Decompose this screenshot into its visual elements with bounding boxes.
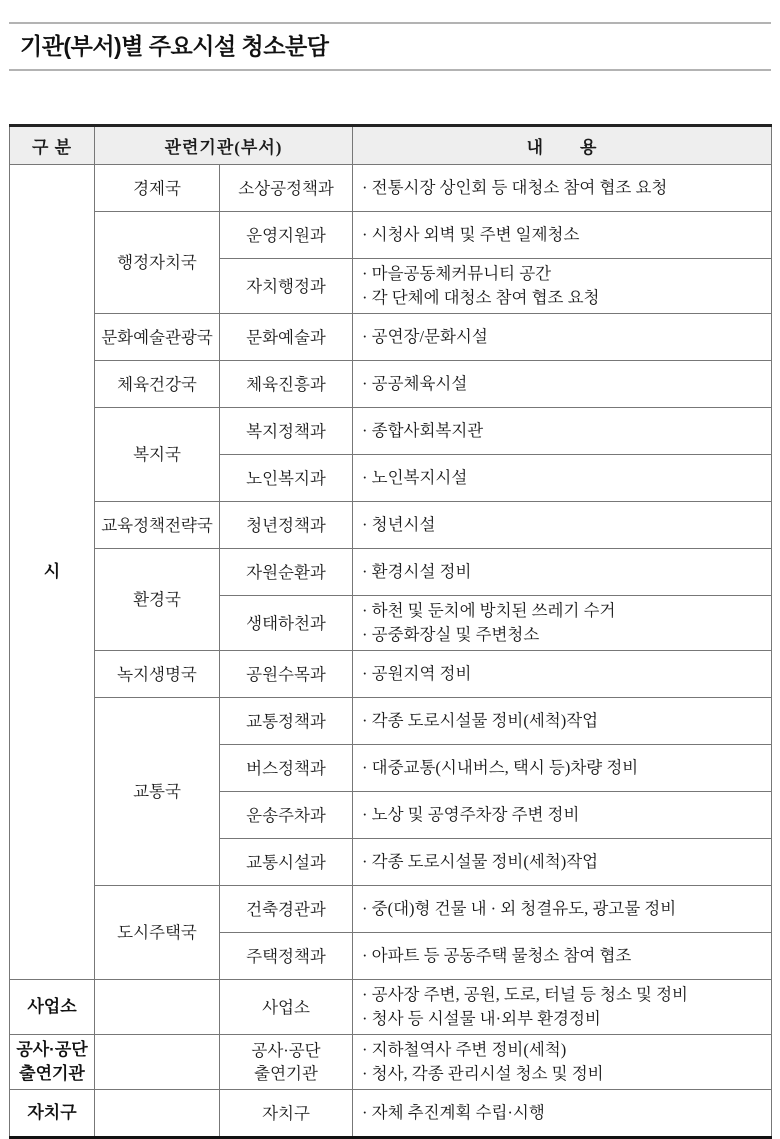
dept-line: 생태하천과 — [246, 613, 326, 633]
dept-line: 건축경관과 — [246, 899, 326, 919]
content-cell — [353, 745, 772, 792]
content-cell — [353, 839, 772, 886]
content-cell — [353, 361, 772, 408]
department-cell — [220, 455, 353, 502]
department-cell — [220, 1090, 353, 1138]
table-row — [10, 886, 772, 933]
bureau-cell — [95, 698, 220, 886]
content-line: · 대중교통(시내버스, 택시 등)차량 정비 — [362, 758, 639, 777]
group-line: 사업소 — [27, 997, 77, 1016]
department-cell — [220, 259, 353, 314]
content-line: · 하천 및 둔치에 방치된 쓰레기 수거 — [362, 601, 616, 620]
content-line: · 청년시설 — [362, 515, 436, 534]
content-line: · 아파트 등 공동주택 물청소 참여 협조 — [362, 946, 632, 965]
bureau-line: 녹지생명국 — [117, 664, 197, 684]
content-cell — [353, 698, 772, 745]
dept-line: 운송주차과 — [246, 805, 326, 825]
dept-line: 복지정책과 — [246, 421, 326, 441]
table-row — [10, 314, 772, 361]
department-cell — [220, 549, 353, 596]
dept-line: 자치행정과 — [246, 276, 326, 296]
department-cell — [220, 361, 353, 408]
content-line: · 공공체육시설 — [362, 374, 468, 393]
table-row — [10, 549, 772, 596]
table-row — [10, 361, 772, 408]
header-content: 내 용 — [353, 126, 772, 165]
department-cell — [220, 212, 353, 259]
content-line: · 공사장 주변, 공원, 도로, 터널 등 청소 및 정비 — [362, 985, 688, 1004]
content-line: · 전통시장 상인회 등 대청소 참여 협조 요청 — [362, 178, 668, 197]
content-line: · 청사, 각종 관리시설 청소 및 정비 — [362, 1064, 604, 1083]
dept-line: 교통시설과 — [246, 852, 326, 872]
table-row — [10, 698, 772, 745]
dept-line: 공원수목과 — [246, 664, 326, 684]
department-cell — [220, 980, 353, 1035]
dept-line: 공사·공단 — [251, 1041, 321, 1060]
table-row — [10, 165, 772, 212]
department-cell — [220, 698, 353, 745]
table-row — [10, 1090, 772, 1138]
table-row — [10, 502, 772, 549]
table-body — [10, 165, 772, 1138]
category-cell — [10, 1035, 95, 1090]
content-cell — [353, 933, 772, 980]
bureau-cell — [95, 886, 220, 980]
bureau-line: 복지국 — [133, 445, 181, 464]
dept-line: 주택정책과 — [246, 946, 326, 966]
bureau-cell — [95, 165, 220, 212]
content-line: · 각종 도로시설물 정비(세척)작업 — [362, 852, 599, 871]
content-line: · 자체 추진계획 수립·시행 — [362, 1103, 545, 1122]
table-header-row — [10, 126, 772, 165]
content-line: · 각종 도로시설물 정비(세척)작업 — [362, 711, 599, 730]
content-cell — [353, 502, 772, 549]
table-row — [10, 651, 772, 698]
bureau-cell — [95, 980, 220, 1035]
bureau-line: 교통국 — [133, 782, 181, 801]
bureau-line: 행정자치국 — [117, 253, 197, 272]
bureau-cell — [95, 549, 220, 651]
content-line: · 지하철역사 주변 정비(세척) — [362, 1040, 567, 1059]
bureau-cell — [95, 314, 220, 361]
content-line: · 시청사 외벽 및 주변 일제청소 — [362, 225, 580, 244]
content-cell — [353, 549, 772, 596]
table-row — [10, 1035, 772, 1090]
group-line: 출연기관 — [19, 1064, 85, 1083]
dept-line: 사업소 — [262, 997, 310, 1017]
group-line: 시 — [43, 562, 61, 581]
group-line: 공사·공단 — [16, 1040, 88, 1059]
department-cell — [220, 745, 353, 792]
department-cell — [220, 408, 353, 455]
content-cell — [353, 980, 772, 1035]
department-cell — [220, 596, 353, 651]
dept-line: 버스정책과 — [246, 758, 326, 778]
content-line: · 청사 등 시설물 내·외부 환경정비 — [362, 1009, 601, 1028]
content-line: · 공연장/문화시설 — [362, 327, 488, 346]
group-line: 자치구 — [27, 1103, 77, 1122]
content-cell — [353, 651, 772, 698]
bureau-cell — [95, 361, 220, 408]
table-row — [10, 212, 772, 259]
dept-line: 문화예술과 — [246, 327, 326, 347]
content-cell — [353, 886, 772, 933]
content-line: · 노인복지시설 — [362, 468, 468, 487]
content-line: · 환경시설 정비 — [362, 562, 472, 581]
content-line: · 노상 및 공영주차장 주변 정비 — [362, 805, 580, 824]
content-cell — [353, 212, 772, 259]
content-cell — [353, 1035, 772, 1090]
content-line: · 마을공동체커뮤니티 공간 — [362, 264, 552, 283]
bureau-line: 문화예술관광국 — [101, 327, 213, 347]
dept-line: 운영지원과 — [246, 225, 326, 245]
content-cell — [353, 455, 772, 502]
department-cell — [220, 933, 353, 980]
bureau-cell — [95, 408, 220, 502]
bureau-line: 경제국 — [133, 178, 181, 198]
content-cell — [353, 408, 772, 455]
bureau-cell — [95, 651, 220, 698]
content-cell — [353, 792, 772, 839]
content-line: · 각 단체에 대청소 참여 협조 요청 — [362, 288, 600, 307]
content-line: · 종합사회복지관 — [362, 421, 484, 440]
content-cell — [353, 259, 772, 314]
department-cell — [220, 651, 353, 698]
title-rule-bottom — [9, 69, 771, 71]
header-organization: 관련기관(부서) — [95, 126, 353, 165]
category-cell — [10, 980, 95, 1035]
content-cell — [353, 596, 772, 651]
bureau-line: 교육정책전략국 — [101, 515, 213, 535]
dept-line: 출연기관 — [254, 1064, 318, 1083]
dept-line: 교통정책과 — [246, 711, 326, 731]
bureau-line: 환경국 — [133, 590, 181, 609]
table-row — [10, 408, 772, 455]
bureau-cell — [95, 212, 220, 314]
department-cell — [220, 886, 353, 933]
category-cell — [10, 1090, 95, 1138]
bureau-cell — [95, 502, 220, 549]
bureau-line: 체육건강국 — [117, 374, 197, 394]
content-cell — [353, 1090, 772, 1138]
content-cell — [353, 314, 772, 361]
title-rule-top — [9, 22, 771, 24]
dept-line: 자원순환과 — [246, 562, 326, 582]
department-cell — [220, 502, 353, 549]
department-cell — [220, 314, 353, 361]
category-cell — [10, 165, 95, 980]
cleaning-assignment-table — [9, 124, 772, 1139]
content-line: · 중(대)형 건물 내 · 외 청결유도, 광고물 정비 — [362, 899, 677, 918]
table-row — [10, 980, 772, 1035]
dept-line: 소상공정책과 — [238, 178, 334, 198]
page-title: 기관(부서)별 주요시설 청소분담 — [20, 33, 329, 59]
department-cell — [220, 1035, 353, 1090]
dept-line: 청년정책과 — [246, 515, 326, 535]
header-category: 구 분 — [10, 126, 95, 165]
bureau-line: 도시주택국 — [117, 923, 197, 942]
dept-line: 노인복지과 — [246, 468, 326, 488]
content-line: · 공원지역 정비 — [362, 664, 472, 683]
dept-line: 체육진흥과 — [246, 374, 326, 394]
department-cell — [220, 792, 353, 839]
bureau-cell — [95, 1035, 220, 1090]
dept-line: 자치구 — [262, 1103, 310, 1123]
bureau-cell — [95, 1090, 220, 1138]
department-cell — [220, 165, 353, 212]
department-cell — [220, 839, 353, 886]
content-cell — [353, 165, 772, 212]
content-line: · 공중화장실 및 주변청소 — [362, 625, 540, 644]
